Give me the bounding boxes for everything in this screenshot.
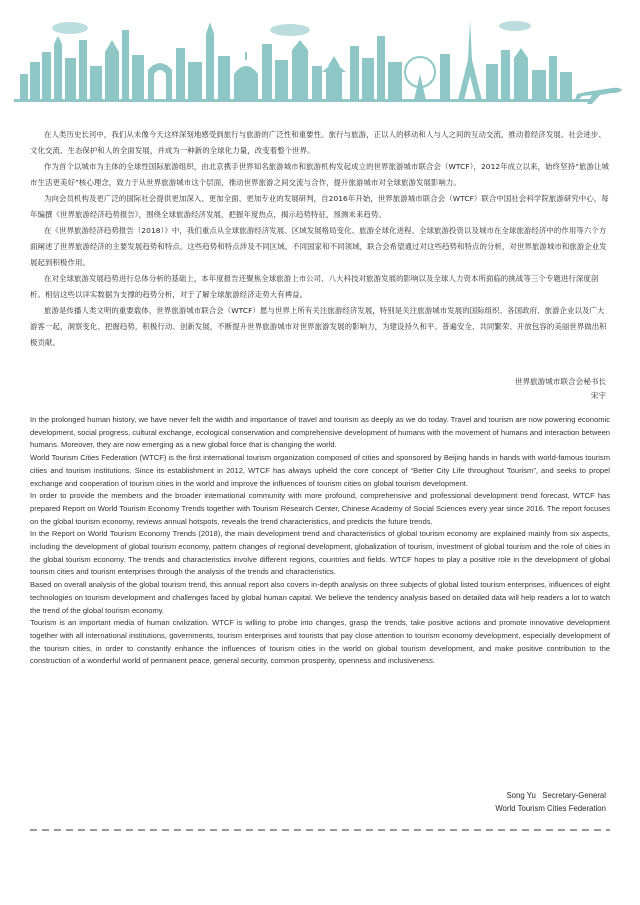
zh-signature (515, 375, 606, 403)
dashed-divider (30, 827, 610, 833)
en-signature-org: World Tourism Cities Federation (495, 804, 606, 813)
en-paragraph: In the prolonged human history, we have never felt the width and importance of travel and tourism as deeply as we do today. Travel and tourism are now powering economic development, social progress, cultural exchange, ecological conservation and comprehensive development of humans with the movement of humans and interaction between humans. Moreover, they are now emerging as a new global force that is changing the world. (30, 415, 610, 450)
zh-signature-name: 宋宇 (590, 391, 606, 400)
skyline-illustration (0, 0, 640, 115)
en-paragraph: In the Report on World Tourism Economy Trends (2018), the main development trend and characteristics of global tourism economy are explained mainly from six aspects, including the development of global tourism economy, pattern changes of regional development, globalization of tourism, investment of global tourism and the role of cities in the global tourism economy. The trends and characteristics involve different regions, countries and fields. WTCF hopes to play a positive role in the development of global tourism cities and tourism enterprises through the analysis of the trends and characteristics. (30, 529, 610, 577)
zh-paragraph: 在人类历史长河中，我们从未像今天这样深刻地感受到旅行与旅游的广泛性和重要性。旅行与旅游，正以人的移动和人与人之间的互动交流，推动着经济发展、社会进步、文化交流、生态保护和人的全面发展，并成为一种新的全球化力量，改变着整个世界。 (30, 130, 606, 155)
zh-signature-title: 世界旅游城市联合会秘书长 (514, 377, 606, 386)
zh-paragraph: 在对全球旅游发展趋势进行总体分析的基础上，本年度报告还聚焦全球旅游上市公司、八大科技对旅游发展的影响以及全球人力资本所面临的挑战等三个专题进行深度剖析。相信这些以详实数据为支撑的趋势分析，对于了解全球旅游经济走势大有裨益。 (30, 274, 599, 299)
en-paragraph: World Tourism Cities Federation (WTCF) is the first international tourism organization composed of cities and sponsored by Beijing hands in hands with world-famous tourism cities and tourism institutions. Since its establishment in 2012, WTCF has always upheld the core concept of “Better City Life throughout Tourism”, and seeks to propel exchange and cooperation of tourism cities in the world and improve the influences of tourism cities on global tourism development. (30, 453, 610, 488)
chinese-foreword (30, 127, 610, 351)
zh-paragraph: 为向会员机构及更广泛的国际社会提供更加深入、更加全面、更加专业的发展研判，自2016年开始，世界旅游城市联合会（WTCF）联合中国社会科学院旅游研究中心，每年编撰《世界旅游经济趋势报告》，围绕全球旅游经济发展，把握年度热点，揭示趋势特征，预测未来趋势。 (30, 194, 609, 219)
en-paragraph: Tourism is an important media of human civilization. WTCF is willing to probe into changes, grasp the trends, take positive actions and promote innovative development together with all international institutions, governments, tourism enterprises and tourists that pay close attention to tourism economy development, especially development of the tourism cities, in order to constantly enhance the influences of tourism cities in the world on global tourism development, and make positive contribution to the construction of a wonderful world of permanent peace, general security, common prosperity, openness and inclusiveness. (30, 618, 610, 666)
en-signature-name-title: Song Yu Secretary-General (506, 791, 606, 800)
en-paragraph: In order to provide the members and the broader international community with more profound, comprehensive and professional development trend forecast, WTCF has prepared Report on World Tourism Economy Trends together with Tourism Research Center, Chinese Academy of Social Sciences every year since 2016. The report focuses on the global tourism economy, reviews annual hotspots, reveals the trend characteristics, and predicts the future trends. (30, 491, 610, 526)
zh-paragraph: 作为首个以城市为主体的全球性国际旅游组织，由北京携手世界知名旅游城市和旅游机构发起成立的世界旅游城市联合会（WTCF），2012年成立以来，始终坚持“旅游让城市生活更美好”核心理念，致力于从世界旅游城市这个层面，推动世界旅游之间交流与合作，提升旅游城市对全球旅游发展影响力。 (30, 162, 609, 187)
zh-paragraph: 旅游是传播人类文明的重要载体，世界旅游城市联合会（WTCF）愿与世界上所有关注旅游经济发展，特别是关注旅游城市发展的国际组织、各国政府、旅游企业以及广大游客一起，洞察变化、把握趋势，积极行动、创新发展，不断提升世界旅游城市对世界旅游发展的影响力，为建设持久和平、普遍安全、共同繁荣、开放包容的美丽世界做出积极贡献。 (30, 306, 607, 347)
en-signature (495, 789, 606, 815)
zh-paragraph: 在《世界旅游经济趋势报告（2018）》中，我们重点从全球旅游经济发展、区域发展格局变化、旅游全球化进程、全球旅游投资以及城市在全球旅游经济中的作用等六个方面阐述了世界旅游经济的主要发展趋势和特点。这些趋势和特点涉及不同区域、不同国家和不同领域，联合会希望通过对这些趋势和特点的分析，对世界旅游城市和旅游企业发展起到积极作用。 (30, 226, 607, 267)
english-foreword (30, 414, 610, 668)
en-paragraph: Based on overall analysis of the global tourism trend, this annual report also covers in-depth analysis on three subjects of global listed tourism enterprises, influences of eight technologies on tourism development and challenges faced by global human capital. We believe the tendency analysis based on detailed data will help readers a lot to watch the trend of the global tourism economy. (30, 580, 610, 615)
